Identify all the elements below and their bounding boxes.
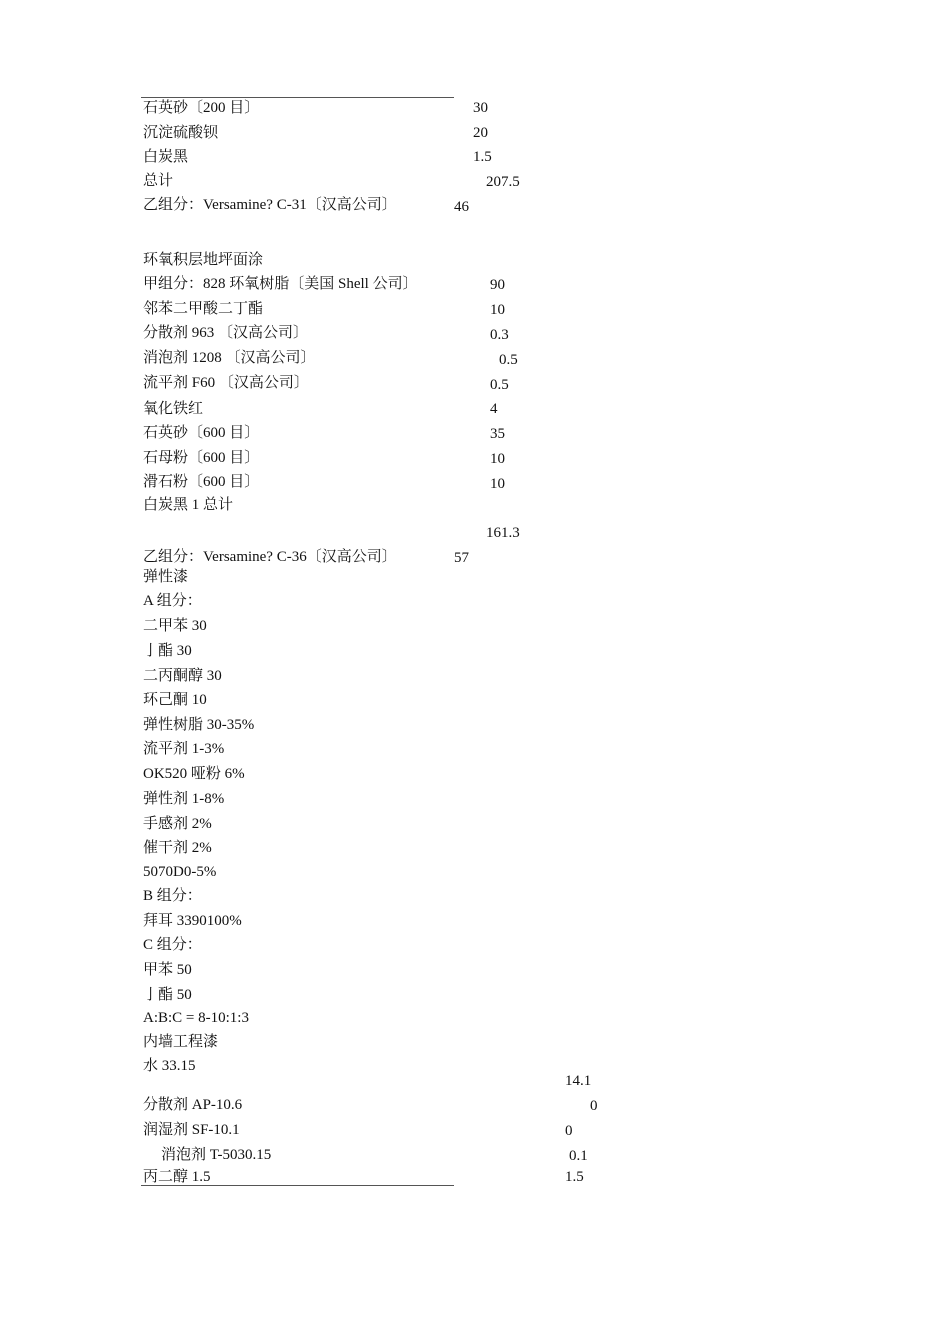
line-value: 0: [565, 1123, 573, 1139]
line-label: A 组分：: [143, 593, 202, 609]
section-heading: 内墙工程漆: [143, 1034, 219, 1050]
section-heading: 弹性漆: [143, 569, 189, 585]
line-value: 0.1: [569, 1148, 588, 1164]
line-label: 弹性树脂 30-35%: [143, 717, 255, 733]
line-label: 石英砂〔200 目〕: [143, 100, 260, 116]
line-value: 30: [473, 100, 488, 116]
line-value: 10: [490, 476, 505, 492]
line-label: C 组分：: [143, 937, 202, 953]
top-rule: [141, 97, 454, 98]
line-value: 14.1: [565, 1073, 592, 1089]
line-label: 白炭黑 1 总计: [143, 497, 234, 513]
line-value: 4: [490, 401, 498, 417]
line-value: 207.5: [486, 174, 520, 190]
line-label: 分散剂 963 〔汉高公司〕: [143, 325, 309, 341]
line-label: OK520 哑粉 6%: [143, 766, 245, 782]
line-label: 消泡剂 T-5030.15: [161, 1147, 272, 1163]
line-value: 0.5: [490, 377, 509, 393]
line-value: 20: [473, 125, 488, 141]
bottom-rule: [141, 1185, 454, 1186]
line-label: 乙组分：Versamine? C-36〔汉高公司〕: [143, 549, 397, 565]
line-label: 总计: [143, 173, 174, 189]
line-value: 161.3: [486, 525, 520, 541]
line-label: 丙二醇 1.5: [143, 1169, 211, 1185]
line-label: 氧化铁红: [143, 401, 204, 417]
line-label: 甲组分：828 环氧树脂〔美国 Shell 公司〕: [143, 276, 418, 292]
line-label: 环己酮 10: [143, 692, 207, 708]
line-label: 甲苯 50: [143, 962, 192, 978]
line-label: 乙组分：Versamine? C-31〔汉高公司〕: [143, 197, 397, 213]
line-label: 亅酯 50: [143, 987, 192, 1003]
line-value: 46: [454, 199, 469, 215]
line-value: 1.5: [565, 1169, 584, 1185]
line-label: 流平剂 1-3%: [143, 741, 225, 757]
line-label: 润湿剂 SF-10.1: [143, 1122, 240, 1138]
line-label: 邻苯二甲酸二丁酯: [143, 301, 264, 317]
line-label: 流平剂 F60 〔汉高公司〕: [143, 375, 309, 391]
line-label: 石英砂〔600 目〕: [143, 425, 260, 441]
line-label: A:B:C = 8-10:1:3: [143, 1010, 249, 1026]
line-value: 1.5: [473, 149, 492, 165]
line-value: 35: [490, 426, 505, 442]
line-label: 消泡剂 1208 〔汉高公司〕: [143, 350, 316, 366]
line-label: B 组分：: [143, 888, 202, 904]
line-value: 90: [490, 277, 505, 293]
line-value: 0.5: [499, 352, 518, 368]
line-label: 水 33.15: [143, 1058, 196, 1074]
line-label: 亅酯 30: [143, 643, 192, 659]
line-label: 白炭黑: [143, 149, 189, 165]
line-label: 手感剂 2%: [143, 816, 212, 832]
line-label: 二丙酮醇 30: [143, 668, 222, 684]
line-label: 沉淀硫酸钡: [143, 125, 219, 141]
section-heading: 环氧积层地坪面涂: [143, 252, 264, 268]
line-value: 0: [590, 1098, 598, 1114]
line-label: 分散剂 AP-10.6: [143, 1097, 243, 1113]
line-value: 10: [490, 451, 505, 467]
line-value: 10: [490, 302, 505, 318]
line-label: 二甲苯 30: [143, 618, 207, 634]
line-label: 5070D0-5%: [143, 864, 217, 880]
line-label: 弹性剂 1-8%: [143, 791, 225, 807]
line-label: 滑石粉〔600 目〕: [143, 474, 260, 490]
line-label: 催干剂 2%: [143, 840, 212, 856]
line-value: 0.3: [490, 327, 509, 343]
line-label: 拜耳 3390100%: [143, 913, 242, 929]
line-value: 57: [454, 550, 469, 566]
line-label: 石母粉〔600 目〕: [143, 450, 260, 466]
